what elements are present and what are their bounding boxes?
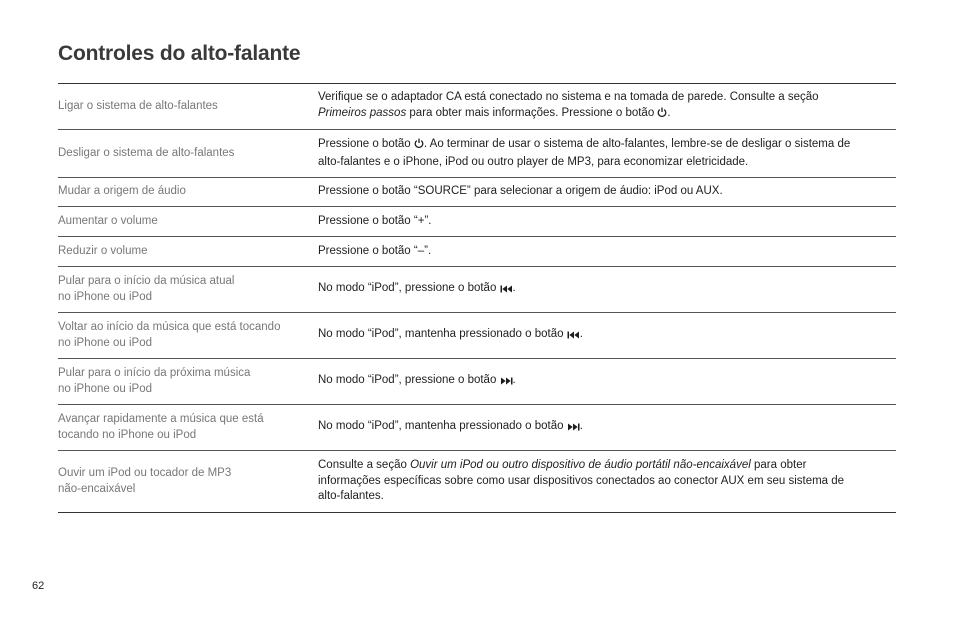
action-cell bbox=[58, 99, 318, 115]
instruction-cell bbox=[318, 184, 896, 200]
page-number: 62 bbox=[32, 580, 45, 592]
action-text: Aumentar o volume bbox=[58, 214, 158, 227]
instruction-text: . bbox=[579, 327, 583, 340]
instruction-text: No modo “iPod”, mantenha pressionado o botão bbox=[318, 419, 567, 432]
next-track-icon bbox=[500, 375, 513, 391]
action-cell bbox=[58, 184, 318, 200]
action-text: Ouvir um iPod ou tocador de MP3 bbox=[58, 467, 232, 479]
instruction-cell bbox=[318, 281, 896, 299]
instruction-text: Pressione o botão bbox=[318, 138, 414, 150]
action-cell bbox=[58, 458, 318, 497]
action-text: no iPhone ou iPod bbox=[58, 382, 152, 395]
instruction-text: . bbox=[579, 419, 583, 432]
table-row bbox=[58, 359, 896, 405]
instruction-text: . bbox=[667, 106, 671, 119]
previous-track-icon bbox=[500, 283, 513, 299]
action-text: Reduzir o volume bbox=[58, 244, 148, 257]
instruction-text: para obter bbox=[750, 459, 807, 471]
table-row bbox=[58, 178, 896, 207]
action-cell bbox=[58, 274, 318, 305]
previous-track-icon bbox=[567, 329, 580, 345]
instruction-cell bbox=[318, 419, 896, 437]
instruction-text: Verifique se o adaptador CA está conectado no sistema e na tomada de parede. Consulte a seção bbox=[318, 91, 819, 103]
table-row bbox=[58, 405, 896, 451]
action-text: tocando no iPhone ou iPod bbox=[58, 428, 197, 441]
table-row bbox=[58, 130, 896, 178]
action-text: Pular para o início da próxima música bbox=[58, 367, 251, 379]
section-reference: Ouvir um iPod ou outro dispositivo de áudio portátil não-encaixável bbox=[410, 459, 751, 471]
power-icon bbox=[657, 107, 667, 124]
instruction-text: No modo “iPod”, pressione o botão bbox=[318, 281, 500, 294]
action-cell bbox=[58, 366, 318, 397]
action-cell bbox=[58, 320, 318, 351]
instruction-text: No modo “iPod”, pressione o botão bbox=[318, 373, 500, 386]
instruction-cell bbox=[318, 244, 896, 260]
action-text: Ligar o sistema de alto-falantes bbox=[58, 99, 218, 112]
instruction-text: para obter mais informações. Pressione o botão bbox=[406, 106, 658, 119]
action-text: Desligar o sistema de alto-falantes bbox=[58, 146, 235, 159]
section-reference: Primeiros passos bbox=[318, 106, 407, 119]
page-title: Controles do alto-falante bbox=[58, 42, 301, 65]
action-cell bbox=[58, 214, 318, 230]
instruction-text: informações específicas sobre como usar dispositivos conectados ao conector AUX em seu sistema de bbox=[318, 474, 845, 487]
instruction-cell bbox=[318, 214, 896, 230]
action-cell bbox=[58, 244, 318, 260]
table-row bbox=[58, 313, 896, 359]
instruction-text: . bbox=[512, 373, 516, 386]
next-track-icon bbox=[567, 421, 580, 437]
controls-table bbox=[58, 83, 896, 513]
action-cell bbox=[58, 412, 318, 443]
instruction-text: . bbox=[512, 281, 516, 294]
power-icon bbox=[414, 138, 424, 155]
action-text: no iPhone ou iPod bbox=[58, 336, 152, 349]
instruction-text: Consulte a seção bbox=[318, 459, 411, 471]
table-row bbox=[58, 267, 896, 313]
instruction-text: Pressione o botão “–”. bbox=[318, 244, 432, 257]
action-text: Voltar ao início da música que está tocando bbox=[58, 321, 281, 333]
instruction-text: No modo “iPod”, mantenha pressionado o botão bbox=[318, 327, 567, 340]
action-text: Avançar rapidamente a música que está bbox=[58, 413, 264, 425]
instruction-cell bbox=[318, 327, 896, 345]
instruction-text: . Ao terminar de usar o sistema de alto-falantes, lembre-se de desligar o sistema de bbox=[423, 138, 851, 150]
action-text: Pular para o início da música atual bbox=[58, 275, 235, 287]
instruction-text: alto-falantes. bbox=[318, 490, 384, 502]
table-row bbox=[58, 451, 896, 513]
action-text: no iPhone ou iPod bbox=[58, 290, 152, 303]
action-text: não-encaixável bbox=[58, 482, 136, 495]
table-row bbox=[58, 84, 896, 130]
instruction-cell bbox=[318, 137, 896, 170]
table-row bbox=[58, 207, 896, 237]
instruction-cell bbox=[318, 90, 896, 123]
instruction-text: Pressione o botão “+”. bbox=[318, 214, 432, 227]
action-cell bbox=[58, 146, 318, 162]
action-text: Mudar a origem de áudio bbox=[58, 185, 186, 198]
instruction-text: Pressione o botão “SOURCE” para selecionar a origem de áudio: iPod ou AUX. bbox=[318, 185, 723, 198]
instruction-cell bbox=[318, 458, 896, 505]
table-row bbox=[58, 237, 896, 267]
instruction-text: alto-falantes e o iPhone, iPod ou outro player de MP3, para economizar eletricidade. bbox=[318, 155, 749, 168]
instruction-cell bbox=[318, 373, 896, 391]
